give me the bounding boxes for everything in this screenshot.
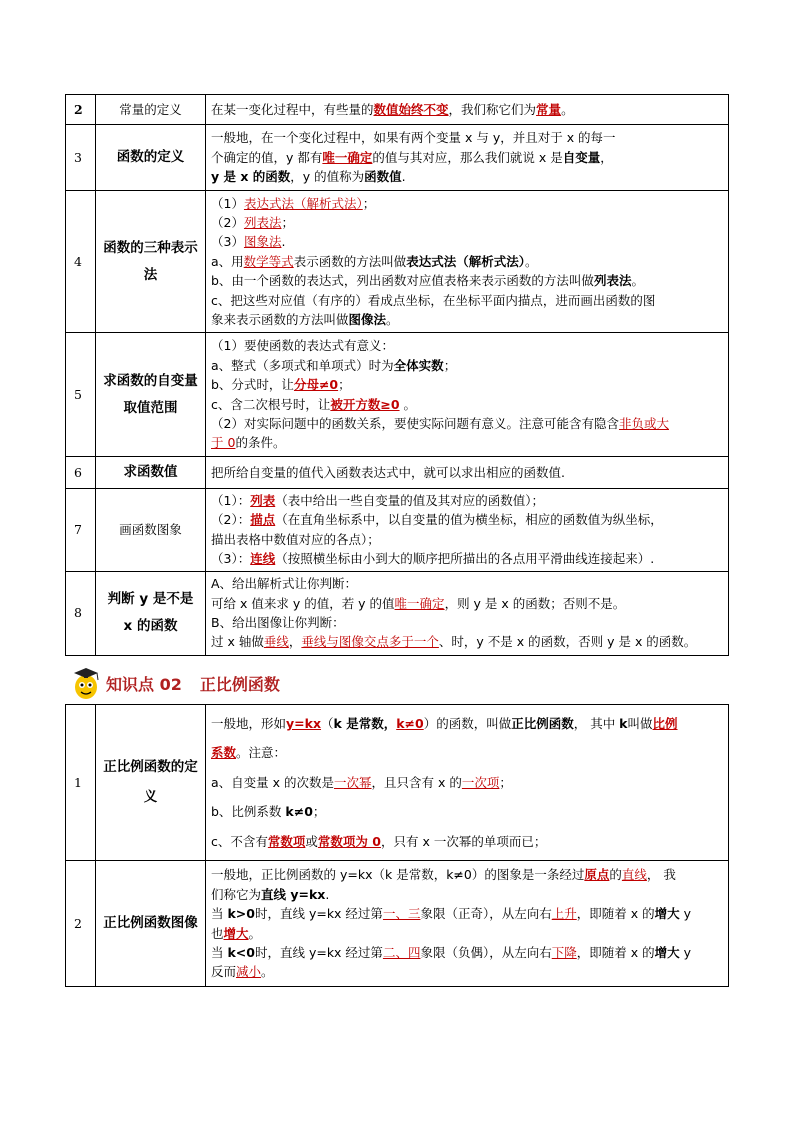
row-number: 1 [66,705,96,861]
text-segment: 表示函数的方法叫做 [293,253,407,269]
row-number: 7 [66,489,96,572]
text-segment: 常数项为 0 [317,833,381,849]
content-line [211,414,723,433]
text-segment: 函数值 [364,169,402,185]
text-segment: 连线 [250,551,276,567]
text-segment: 系数 [211,745,237,761]
text-segment: y [679,906,691,922]
table-row [66,457,729,489]
text-segment: 。 [561,101,574,117]
row-number: 2 [66,861,96,987]
content-line [211,463,723,482]
content-line [211,943,723,962]
text-segment: （2） [211,215,244,231]
knowledge-table-2 [65,704,729,987]
text-segment: （1）要使函数的表达式有意义： [211,338,394,354]
text-segment: b、分式时，让 [211,377,294,393]
text-segment: 增大 [654,906,680,922]
text-segment: y [679,944,691,960]
text-segment: 列表法 [243,215,282,231]
content-line [211,797,723,826]
content-line [211,252,723,271]
content-line [211,491,723,510]
text-segment: k≠0 [396,716,424,732]
text-segment: 时，直线 y=kx 经过第 [254,944,383,960]
row-content [206,95,729,125]
text-segment: c、不含有 [211,833,268,849]
content-line [211,827,723,856]
row-title: 画函数图象 [96,489,206,572]
text-segment: 。 [631,273,644,289]
text-segment: A、给出解析式让你判断： [211,576,358,592]
text-segment: 垂线 [263,634,289,650]
row-number: 8 [66,571,96,655]
row-title: 常量的定义 [96,95,206,125]
content-line [211,433,723,452]
text-segment: ，y 的值称为 [290,169,365,185]
text-segment: 增大 [223,925,249,941]
content-line [211,128,723,147]
text-segment: 一般地，正比例函数的 y=kx（k 是常数，k≠0）的图象是一条经过 [211,867,585,883]
text-segment: ，我们称它们为 [448,101,537,117]
row-number: 6 [66,457,96,489]
text-segment: 被开方数≥0 [330,396,400,412]
knowledge-table-1 [65,94,729,656]
text-segment: 反而 [211,964,237,980]
text-segment: 于 0 [211,435,236,451]
text-segment: ； [281,215,294,231]
table-row [66,125,729,191]
row-number: 2 [66,95,96,125]
text-segment: 数值始终不变 [373,101,449,117]
table-row [66,571,729,655]
text-segment: 增大 [654,944,680,960]
row-title: 正比例函数的定义 [96,705,206,861]
text-segment: ， 我 [646,867,676,883]
section-label: 知识点 02 [106,674,182,694]
text-segment: 一般地，形如 [211,716,287,732]
text-segment: 描点 [250,512,276,528]
text-segment: ，且只含有 x 的 [371,774,462,790]
row-number: 5 [66,333,96,457]
text-segment: 当 [211,944,228,960]
text-segment: 非负或大 [618,415,669,431]
text-segment: 表达式法（解析式法） [243,195,363,211]
text-segment: 唯一确定 [394,595,445,611]
text-segment: a、用 [211,253,244,269]
text-segment: ； [499,774,512,790]
content-line [211,356,723,375]
text-segment: （表中给出一些自变量的值及其对应的函数值）； [275,493,544,508]
content-line [211,574,723,593]
text-segment: 图象法 [243,234,282,250]
text-segment: ； [312,804,326,820]
section-title [106,672,280,695]
text-segment: 图像法 [348,311,387,327]
text-segment: . [401,169,406,185]
row-number: 3 [66,125,96,191]
text-segment: a、自变量 x 的次数是 [211,774,335,790]
text-segment: ， [288,634,302,650]
text-segment: k>0 [227,906,255,922]
text-segment: 象限（负偶），从左向右 [420,944,552,960]
text-segment: b、比例系数 [211,804,286,820]
row-title: 正比例函数图像 [96,861,206,987]
text-segment: 全体实数 [393,357,444,373]
row-title: 函数的三种表示法 [96,191,206,333]
content-line [211,291,723,310]
text-segment: 上升 [551,906,577,922]
row-content [206,705,729,861]
row-title: 函数的定义 [96,125,206,191]
text-segment: . [325,886,330,902]
content-line [211,213,723,232]
table-row [66,489,729,572]
table-row [66,333,729,457]
content-line [211,310,723,329]
text-segment: 叫做 [627,716,653,732]
text-segment: 。 [386,311,399,327]
text-segment: 减小 [236,964,262,980]
text-segment: 们称它为 [211,886,262,902]
text-segment: 当 [211,906,228,922]
text-segment: ， [600,149,613,165]
text-segment: 。 [524,253,538,269]
text-segment: （3）： [211,551,251,567]
text-segment: 的 [609,867,622,883]
text-segment: k≠0 [285,804,313,820]
text-segment: （3） [211,234,244,250]
table-row [66,191,729,333]
text-segment: 列表 [250,493,276,508]
content-line [211,709,723,738]
content-line [211,549,723,568]
content-line [211,632,723,651]
content-line [211,738,723,767]
text-segment: 可给 x 值来求 y 的值，若 y 的值 [211,595,395,611]
row-content [206,191,729,333]
row-title: 求函数值 [96,457,206,489]
text-segment: ，即随着 x 的 [576,944,655,960]
text-segment: ，即随着 x 的 [576,906,655,922]
text-segment: 常量 [536,101,562,117]
text-segment: B、给出图像让你判断： [211,615,345,630]
row-content [206,861,729,987]
text-segment: 垂线与图像交点多于一个 [301,634,439,650]
content-line [211,768,723,797]
row-content [206,125,729,191]
text-segment: 一次幂 [334,774,372,790]
content-line [211,271,723,290]
row-content [206,571,729,655]
text-segment: 也 [211,925,224,941]
table-row [66,705,729,861]
text-segment: a、整式（多项式和单项式）时为 [211,357,394,373]
section-heading [70,664,280,702]
section-name: 正比例函数 [199,674,280,694]
text-segment: y=kx [286,716,322,732]
text-segment: 。 [248,925,262,941]
text-segment: 正比例函数 [511,716,574,732]
text-segment: k [619,716,628,732]
content-line [211,336,723,355]
text-segment: 一般地，在一个变化过程中，如果有两个变量 x 与 y，并且对于 x 的每一 [211,130,616,146]
table-row [66,861,729,987]
text-segment: 的值与其对应，那么我们就说 x 是 [372,149,563,165]
text-segment: ； [362,195,376,211]
text-segment: 一、三 [382,906,421,922]
content-line [211,924,723,943]
text-segment: c、把这些对应值（有序的）看成点坐标，在坐标平面内描点，进而画出函数的图 [211,292,656,308]
text-segment: 分母≠0 [293,377,339,393]
text-segment: ，则 y 是 x 的函数；否则不是。 [444,595,626,611]
text-segment: ，只有 x 一次幂的单项而已； [380,833,547,849]
content-line [211,375,723,394]
text-segment: ）的函数，叫做 [423,716,512,732]
text-segment: ； [338,377,351,393]
row-title: 判断 y 是不是 x 的函数 [96,571,206,655]
text-segment: ； [443,357,457,373]
text-segment: 描出表格中数值对应的各点）； [211,531,380,547]
text-segment: 一次项 [461,774,500,790]
text-segment: y 是 x 的函数 [211,169,291,185]
text-segment: 在某一变化过程中，有些量的 [211,101,374,117]
text-segment: 原点 [584,867,610,883]
text-segment: 常数项 [267,833,306,849]
content-line [211,510,723,529]
text-segment: 直线 [621,867,647,883]
text-segment: （1）： [211,493,251,508]
content-line [211,232,723,251]
text-segment: 象来表示函数的方法叫做 [211,311,349,327]
text-segment: （在直角坐标系中，以自变量的值为横坐标，相应的函数值为纵坐标， [275,512,663,528]
row-content [206,489,729,572]
content-line [211,148,723,167]
text-segment: 个确定的值，y 都有 [211,149,323,165]
row-title: 求函数的自变量取值范围 [96,333,206,457]
text-segment: k 是常数， [333,716,397,732]
text-segment: k<0 [227,944,255,960]
text-segment: 直线 y=kx [261,886,326,902]
text-segment: 数学等式 [243,253,294,269]
content-line [211,594,723,613]
content-line [211,865,723,884]
text-segment: 唯一确定 [322,149,373,165]
text-segment: ， 其中 [573,716,620,732]
content-line [211,100,723,119]
text-segment: 下降 [551,944,577,960]
content-line [211,167,723,186]
text-segment: （按照横坐标由小到大的顺序把所描出的各点用平滑曲线连接起来）. [275,551,655,567]
text-segment: （2）对实际问题中的函数关系，要使实际问题有意义。注意可能含有隐含 [211,415,619,431]
text-segment: 或 [305,833,318,849]
text-segment: . [281,234,286,250]
content-line [211,962,723,981]
text-segment: 把所给自变量的值代入函数表达式中，就可以求出相应的函数值. [211,464,565,480]
text-segment: 。 [261,964,274,980]
text-segment: 列表法 [593,273,632,289]
text-segment: 象限（正奇），从左向右 [420,906,552,922]
row-number: 4 [66,191,96,333]
table-row [66,95,729,125]
text-segment: c、含二次根号时，让 [211,396,331,412]
text-segment: 的条件。 [235,435,286,451]
content-line [211,530,723,549]
text-segment: （ [321,716,334,732]
content-line [211,613,723,632]
text-segment: 比例 [652,716,678,732]
content-line [211,194,723,213]
text-segment: 。注意： [236,745,287,761]
text-segment: 自变量 [562,149,601,165]
text-segment: （2）： [211,512,251,528]
text-segment: 时，直线 y=kx 经过第 [254,906,383,922]
content-line [211,885,723,904]
content-line [211,904,723,923]
text-segment: 表达式法（解析式法） [406,253,525,269]
content-line [211,395,723,414]
scholar-mascot-icon [70,665,102,701]
text-segment: 。 [399,396,417,412]
row-content [206,333,729,457]
row-content [206,457,729,489]
text-segment: （1） [211,195,244,211]
text-segment: 二、四 [382,944,421,960]
text-segment: 过 x 轴做 [211,634,264,650]
text-segment: b、由一个函数的表达式，列出函数对应值表格来表示函数的方法叫做 [211,273,594,289]
text-segment: 、时，y 不是 x 的函数，否则 y 是 x 的函数。 [438,634,697,650]
